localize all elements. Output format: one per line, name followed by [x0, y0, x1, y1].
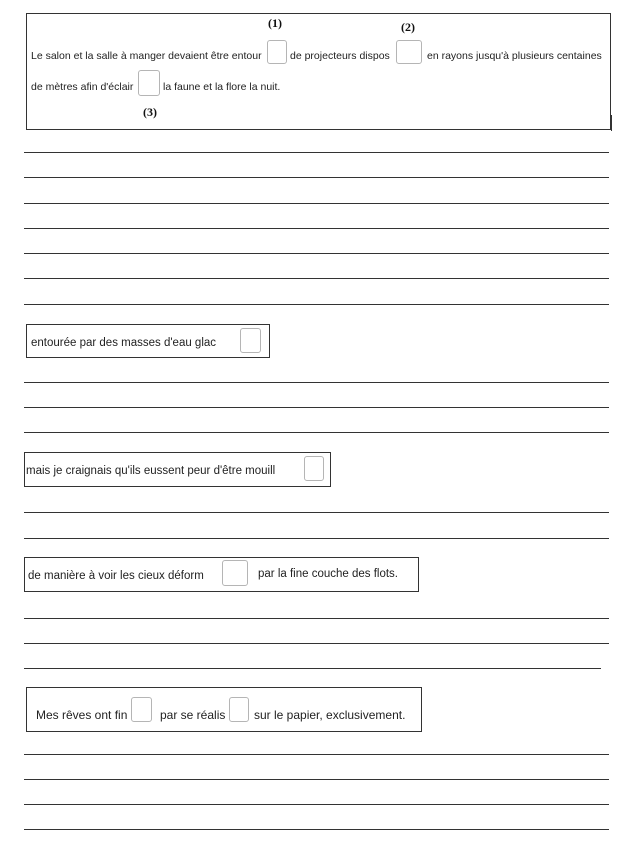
sentence-1-part-1: Le salon et la salle à manger devaient être entour [31, 50, 262, 62]
sentence-4-part-1: de manière à voir les cieux déform [28, 570, 204, 582]
answer-line[interactable] [24, 382, 609, 383]
sentence-5-part-3: sur le papier, exclusivement. [254, 708, 406, 722]
blank-3-input[interactable] [138, 70, 160, 96]
answer-line[interactable] [24, 779, 609, 780]
answer-line[interactable] [24, 432, 609, 433]
sentence-2-part-1: entourée par des masses d'eau glac [31, 337, 217, 349]
blank-input[interactable] [131, 697, 152, 722]
answer-line[interactable] [24, 228, 609, 229]
answer-line[interactable] [24, 668, 601, 669]
sentence-5-part-2: par se réalis [160, 708, 226, 722]
answer-line[interactable] [24, 643, 609, 644]
box-corner-mark [611, 115, 612, 131]
sentence-1-part-5: la faune et la flore la nuit. [163, 81, 281, 93]
answer-line[interactable] [24, 804, 609, 805]
answer-line[interactable] [24, 538, 609, 539]
blank-number-2: (2) [401, 20, 415, 34]
blank-1-input[interactable] [267, 40, 287, 64]
blank-number-1: (1) [268, 16, 282, 30]
blank-2-input[interactable] [396, 40, 422, 64]
answer-line[interactable] [24, 754, 609, 755]
answer-line[interactable] [24, 512, 609, 513]
answer-line[interactable] [24, 407, 609, 408]
answer-line[interactable] [24, 253, 609, 254]
blank-input[interactable] [229, 697, 249, 722]
answer-line[interactable] [24, 829, 609, 830]
sentence-4-part-2: par la fine couche des flots. [258, 568, 398, 580]
answer-line[interactable] [24, 177, 609, 178]
sentence-1-part-3: en rayons jusqu'à plusieurs centaines [427, 50, 602, 62]
answer-line[interactable] [24, 304, 609, 305]
sentence-1-part-2: de projecteurs dispos [290, 50, 390, 62]
blank-input[interactable] [304, 456, 324, 481]
answer-line[interactable] [24, 203, 609, 204]
sentence-1-part-4: de mètres afin d'éclair [31, 81, 134, 93]
sentence-box-1 [26, 13, 611, 130]
sentence-5-part-1: Mes rêves ont fin [36, 708, 128, 722]
answer-line[interactable] [24, 618, 609, 619]
blank-input[interactable] [222, 560, 248, 586]
blank-input[interactable] [240, 328, 261, 353]
answer-line[interactable] [24, 278, 609, 279]
sentence-3-part-1: mais je craignais qu'ils eussent peur d'être mouill [26, 465, 276, 477]
blank-number-3: (3) [143, 105, 157, 119]
answer-line[interactable] [24, 152, 609, 153]
